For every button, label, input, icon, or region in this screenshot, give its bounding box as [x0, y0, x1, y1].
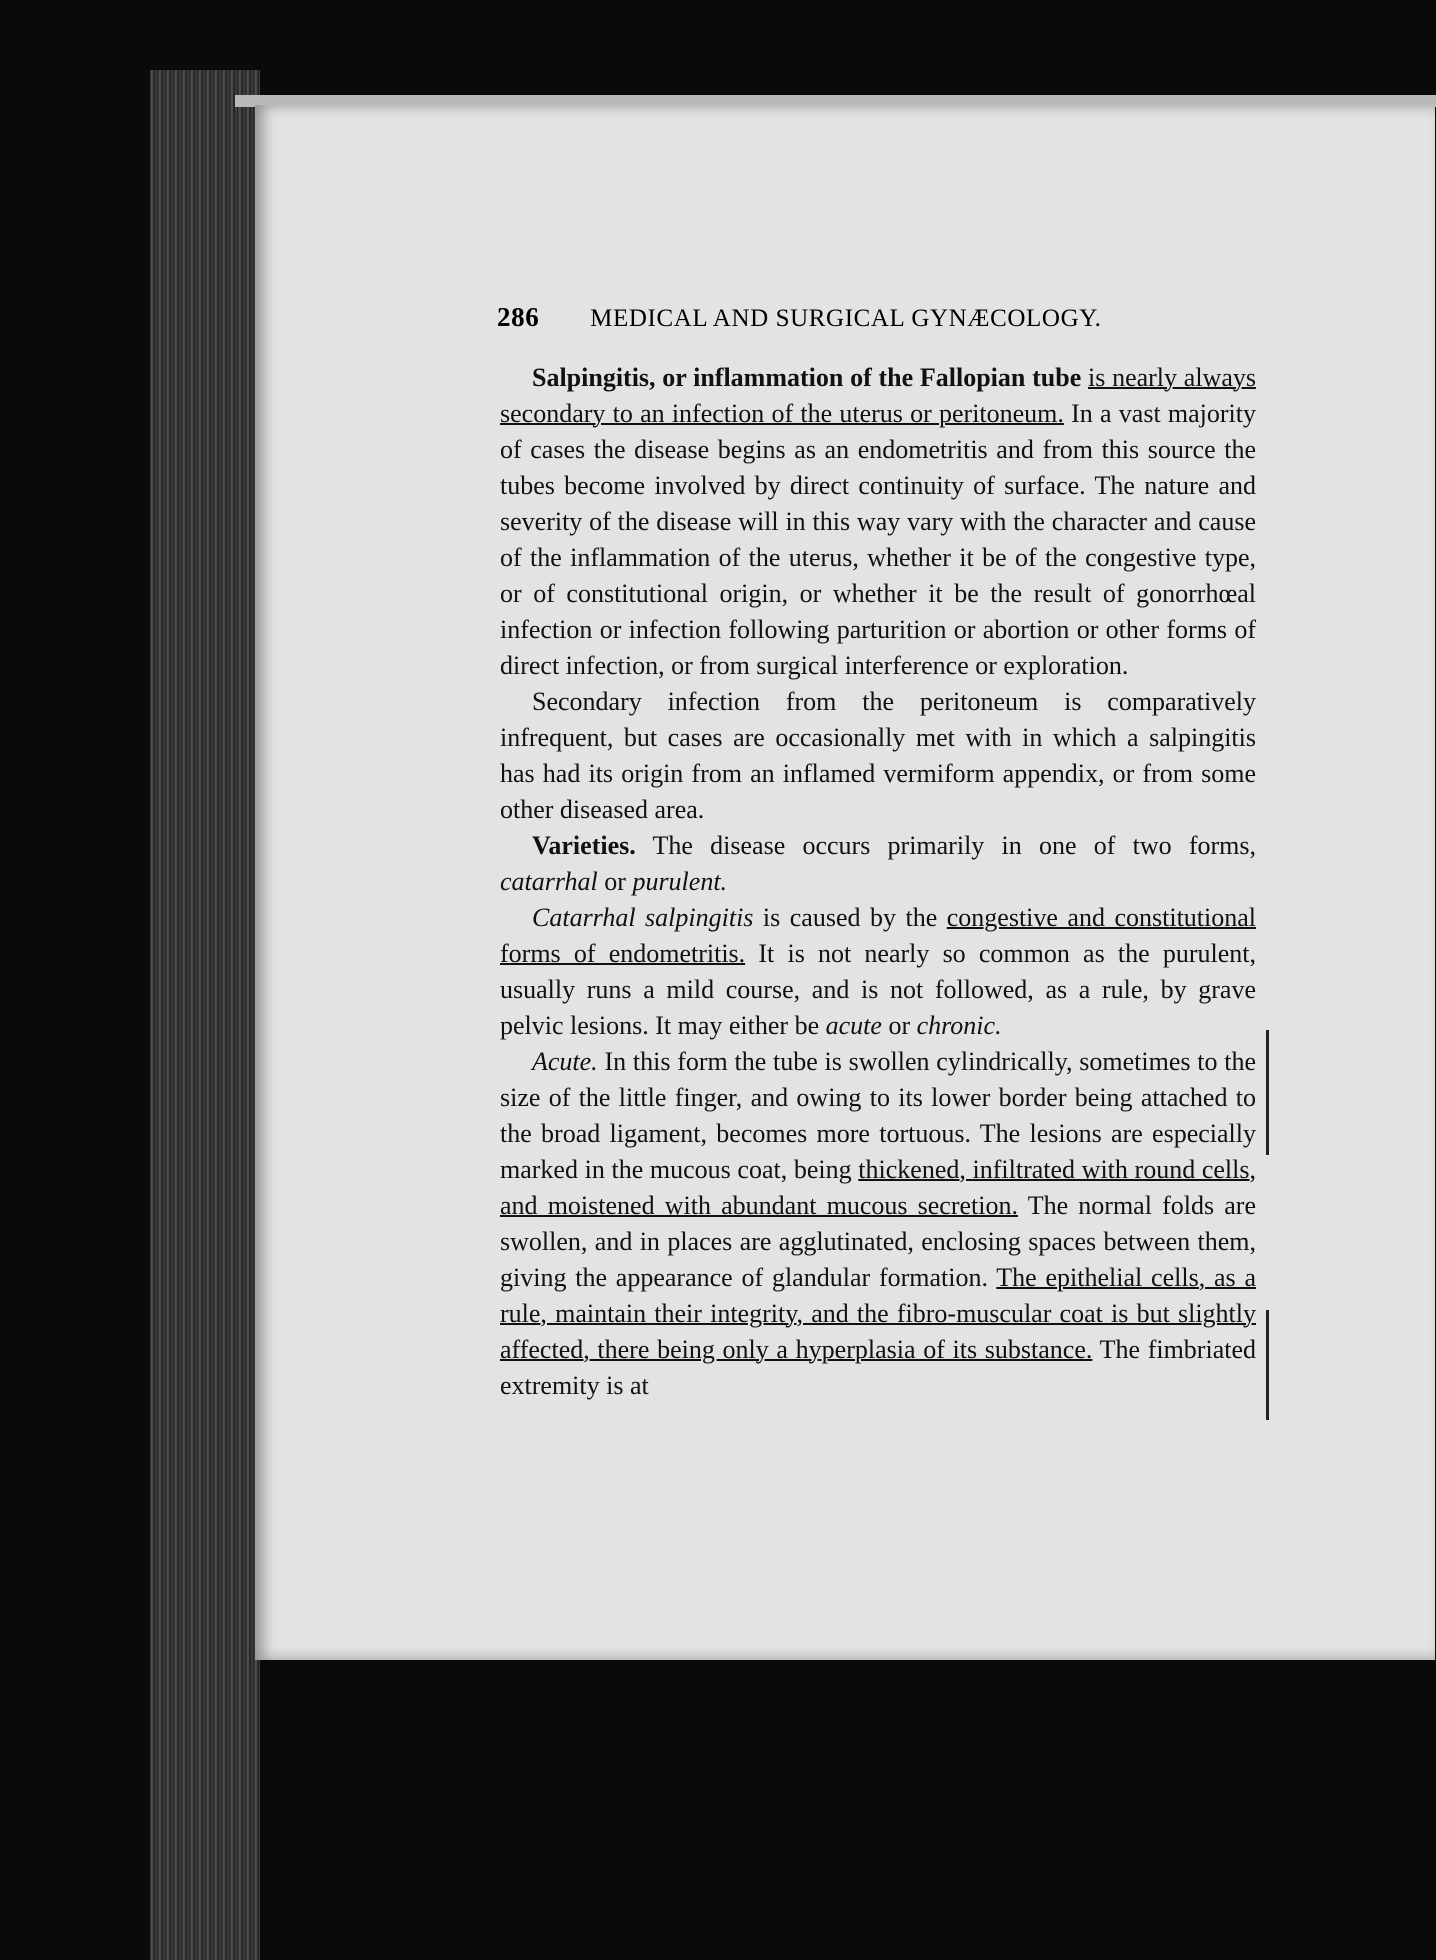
- book-page-edges: [150, 70, 260, 1960]
- paragraph-text: The fimbriated extremity is at: [500, 1335, 1256, 1400]
- page-body-text: [500, 360, 1256, 1404]
- paragraph-secondary-infection: [500, 684, 1256, 828]
- paragraph-acute: [500, 1044, 1256, 1404]
- paragraph-catarrhal: [500, 900, 1256, 1044]
- margin-annotation-bar: [1266, 1030, 1269, 1155]
- paragraph-text: In this form the tube is swollen cylindrically, sometimes to the size of the little finger, and owing to its lower border being attached to the broad ligament, becomes more tortuous. The lesions are especially marked in the mucous coat, being: [500, 1047, 1257, 1184]
- margin-annotation-bar: [1266, 1310, 1269, 1420]
- annotated-underline-2: congestive and constitutional forms of endometritis.: [500, 903, 1257, 968]
- term-acute-heading: Acute.: [532, 1047, 598, 1076]
- annotated-underline-1: is nearly always secondary to an infection of the uterus or peritoneum.: [500, 363, 1256, 428]
- term-catarrhal-salpingitis: Catarrhal salpingitis: [532, 903, 754, 932]
- annotated-underline-4: The epithelial cells, as a rule, maintain their integrity, and the fibro-muscular coat is but slightly affected, there being only a hyperplasia of its substance.: [500, 1263, 1256, 1364]
- running-title: MEDICAL AND SURGICAL GYNÆCOLOGY.: [590, 305, 1102, 332]
- paragraph-text: or: [604, 867, 626, 896]
- paragraph-varieties: [500, 828, 1256, 900]
- term-chronic: chronic.: [916, 1011, 1002, 1040]
- annotated-underline-3: thickened, infiltrated with round cells, and moistened with abundant mucous secretion.: [500, 1155, 1256, 1220]
- term-purulent: purulent.: [632, 867, 728, 896]
- paragraph-text: The normal folds are swollen, and in places are agglutinated, enclosing spaces between them, giving the appearance of glandular formation.: [500, 1191, 1257, 1292]
- paragraph-salpingitis: [500, 360, 1256, 684]
- page-number: 286: [497, 302, 540, 332]
- paragraph-text: is caused by the: [762, 903, 938, 932]
- term-catarrhal: catarrhal: [500, 867, 598, 896]
- paragraph-text: In a vast majority of cases the disease begins as an endometritis and from this source the tubes become involved by direct continuity of surface. The nature and severity of the disease will in this way vary with the character and cause of the inflammation of the uterus, whether it be of the congestive type, or of constitutional origin, or whether it be the result of gonorrhœal infection or infection following parturition or abortion or other forms of direct infection, or from surgical interference or exploration.: [500, 399, 1256, 680]
- paragraph-text: or: [888, 1011, 911, 1040]
- running-header: [497, 302, 1257, 336]
- term-salpingitis: Salpingitis, or inflammation of the Fallopian tube: [532, 363, 1082, 392]
- paragraph-text: Secondary infection from the peritoneum is comparatively infrequent, but cases are occasionally met with in which a salpingitis has had its origin from an inflamed vermiform appendix, or from some other diseased area.: [500, 687, 1256, 824]
- term-varieties: Varieties.: [532, 831, 636, 860]
- paragraph-text: The disease occurs primarily in one of two forms,: [652, 831, 1256, 860]
- paragraph-text: It is not nearly so common as the purulent, usually runs a mild course, and is not followed, as a rule, by grave pelvic lesions. It may either be: [500, 939, 1257, 1040]
- term-acute: acute: [825, 1011, 882, 1040]
